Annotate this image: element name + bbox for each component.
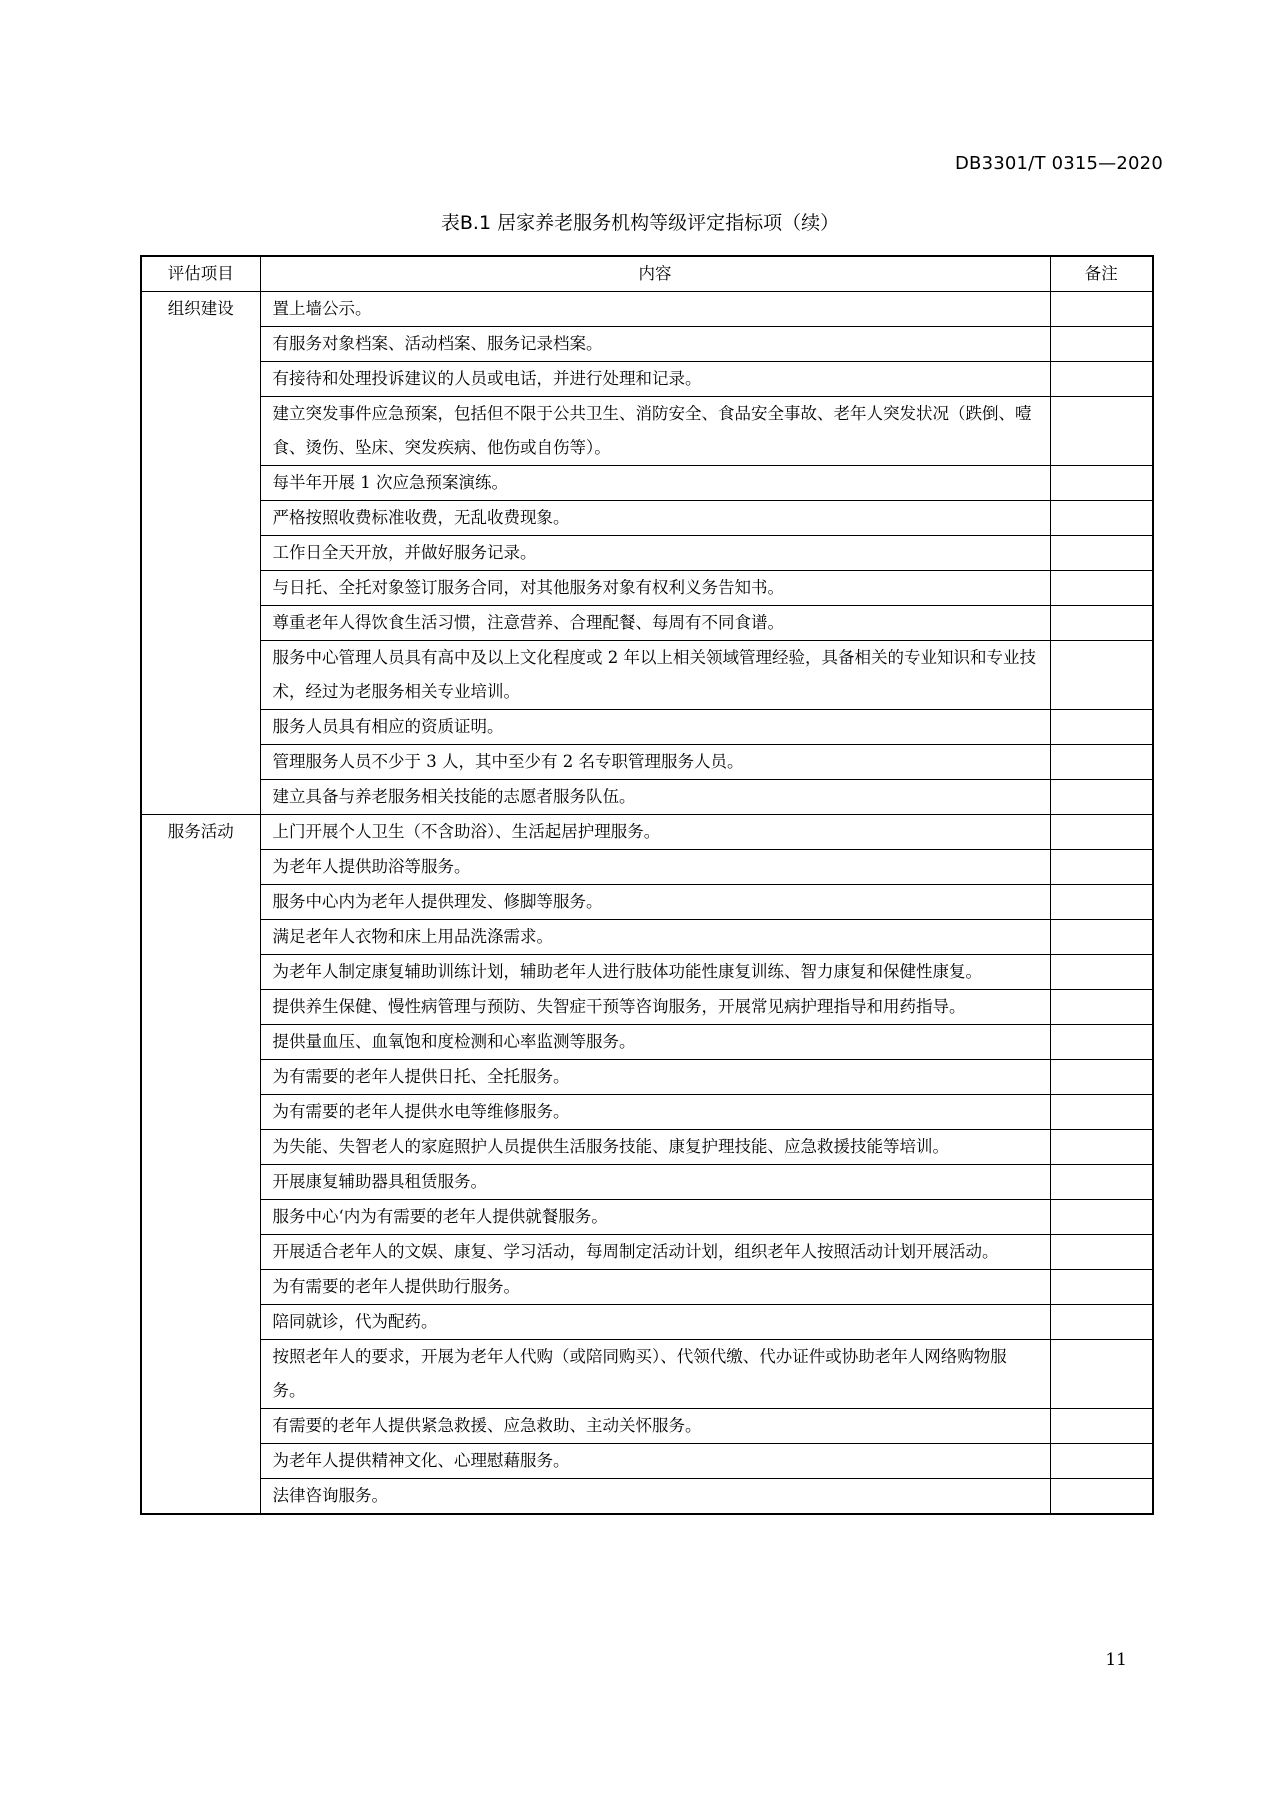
content-cell: 有服务对象档案、活动档案、服务记录档案。: [260, 327, 1050, 362]
table-row: [141, 990, 1153, 1025]
table-row: [141, 606, 1153, 641]
remark-cell: [1050, 1060, 1153, 1095]
document-code: DB3301/T 0315—2020: [954, 153, 1163, 174]
remark-cell: [1050, 1095, 1153, 1130]
content-cell: 尊重老年人得饮食生活习惯，注意营养、合理配餐、每周有不同食谱。: [260, 606, 1050, 641]
table-row: [141, 1444, 1153, 1479]
remark-cell: [1050, 745, 1153, 780]
category-cell: 组织建设: [141, 292, 260, 815]
table-row: [141, 1060, 1153, 1095]
table-row: [141, 1305, 1153, 1340]
content-cell: 开展适合老年人的文娱、康复、学习活动，每周制定活动计划，组织老年人按照活动计划开展活动。: [260, 1235, 1050, 1270]
content-cell: 提供养生保健、慢性病管理与预防、失智症干预等咨询服务，开展常见病护理指导和用药指导。: [260, 990, 1050, 1025]
remark-cell: [1050, 1479, 1153, 1515]
remark-cell: [1050, 466, 1153, 501]
content-cell: 提供量血压、血氧饱和度检测和心率监测等服务。: [260, 1025, 1050, 1060]
remark-cell: [1050, 1409, 1153, 1444]
category-cell: 服务活动: [141, 815, 260, 1515]
remark-cell: [1050, 1270, 1153, 1305]
table-row: [141, 1340, 1153, 1409]
table-row: [141, 641, 1153, 710]
table-row: [141, 501, 1153, 536]
table-row: [141, 536, 1153, 571]
remark-cell: [1050, 990, 1153, 1025]
remark-cell: [1050, 1340, 1153, 1409]
content-cell: 法律咨询服务。: [260, 1479, 1050, 1515]
table-header-row: [141, 256, 1153, 292]
table-row: [141, 780, 1153, 815]
remark-cell: [1050, 920, 1153, 955]
table-row: [141, 1409, 1153, 1444]
content-cell: 开展康复辅助器具租赁服务。: [260, 1165, 1050, 1200]
column-header-content: 内容: [260, 256, 1050, 292]
page-number: 11: [1105, 1650, 1127, 1670]
remark-cell: [1050, 362, 1153, 397]
remark-cell: [1050, 606, 1153, 641]
content-cell: 为有需要的老年人提供水电等维修服务。: [260, 1095, 1050, 1130]
table-row: [141, 1025, 1153, 1060]
content-cell: 为老年人制定康复辅助训练计划，辅助老年人进行肢体功能性康复训练、智力康复和保健性康复。: [260, 955, 1050, 990]
table-row: [141, 1130, 1153, 1165]
content-cell: 建立突发事件应急预案，包括但不限于公共卫生、消防安全、食品安全事故、老年人突发状况（跌倒、噎食、烫伤、坠床、突发疾病、他伤或自伤等）。: [260, 397, 1050, 466]
remark-cell: [1050, 1444, 1153, 1479]
content-cell: 建立具备与养老服务相关技能的志愿者服务队伍。: [260, 780, 1050, 815]
evaluation-table: [140, 255, 1154, 1515]
remark-cell: [1050, 536, 1153, 571]
remark-cell: [1050, 397, 1153, 466]
column-header-category: 评估项目: [141, 256, 260, 292]
content-cell: 服务中心ʻ内为有需要的老年人提供就餐服务。: [260, 1200, 1050, 1235]
content-cell: 为有需要的老年人提供日托、全托服务。: [260, 1060, 1050, 1095]
content-cell: 管理服务人员不少于 3 人，其中至少有 2 名专职管理服务人员。: [260, 745, 1050, 780]
table-row: [141, 1165, 1153, 1200]
table-row: [141, 292, 1153, 327]
remark-cell: [1050, 1305, 1153, 1340]
content-cell: 陪同就诊，代为配药。: [260, 1305, 1050, 1340]
table-row: [141, 885, 1153, 920]
remark-cell: [1050, 292, 1153, 327]
content-cell: 为老年人提供助浴等服务。: [260, 850, 1050, 885]
remark-cell: [1050, 571, 1153, 606]
content-cell: 为失能、失智老人的家庭照护人员提供生活服务技能、康复护理技能、应急救援技能等培训。: [260, 1130, 1050, 1165]
content-cell: 上门开展个人卫生（不含助浴）、生活起居护理服务。: [260, 815, 1050, 850]
content-cell: 有接待和处理投诉建议的人员或电话，并进行处理和记录。: [260, 362, 1050, 397]
content-cell: 按照老年人的要求，开展为老年人代购（或陪同购买）、代领代缴、代办证件或协助老年人网络购物服务。: [260, 1340, 1050, 1409]
remark-cell: [1050, 850, 1153, 885]
remark-cell: [1050, 1130, 1153, 1165]
remark-cell: [1050, 1165, 1153, 1200]
remark-cell: [1050, 1025, 1153, 1060]
remark-cell: [1050, 501, 1153, 536]
content-cell: 满足老年人衣物和床上用品洗涤需求。: [260, 920, 1050, 955]
remark-cell: [1050, 885, 1153, 920]
content-cell: 工作日全天开放，并做好服务记录。: [260, 536, 1050, 571]
remark-cell: [1050, 1235, 1153, 1270]
content-cell: 置上墙公示。: [260, 292, 1050, 327]
content-cell: 服务中心内为老年人提供理发、修脚等服务。: [260, 885, 1050, 920]
table-title: 表B.1 居家养老服务机构等级评定指标项（续）: [440, 212, 840, 234]
content-cell: 每半年开展 1 次应急预案演练。: [260, 466, 1050, 501]
content-cell: 服务人员具有相应的资质证明。: [260, 710, 1050, 745]
remark-cell: [1050, 955, 1153, 990]
content-cell: 为有需要的老年人提供助行服务。: [260, 1270, 1050, 1305]
remark-cell: [1050, 327, 1153, 362]
table-row: [141, 466, 1153, 501]
remark-cell: [1050, 710, 1153, 745]
remark-cell: [1050, 815, 1153, 850]
table-row: [141, 710, 1153, 745]
table-row: [141, 920, 1153, 955]
remark-cell: [1050, 1200, 1153, 1235]
table-row: [141, 1479, 1153, 1515]
table-row: [141, 1095, 1153, 1130]
table-row: [141, 1270, 1153, 1305]
content-cell: 严格按照收费标准收费，无乱收费现象。: [260, 501, 1050, 536]
content-cell: 有需要的老年人提供紧急救援、应急救助、主动关怀服务。: [260, 1409, 1050, 1444]
remark-cell: [1050, 641, 1153, 710]
table-body: [141, 292, 1153, 1515]
table-row: [141, 955, 1153, 990]
table-row: [141, 1235, 1153, 1270]
table-row: [141, 815, 1153, 850]
table-row: [141, 850, 1153, 885]
content-cell: 与日托、全托对象签订服务合同，对其他服务对象有权利义务告知书。: [260, 571, 1050, 606]
remark-cell: [1050, 780, 1153, 815]
table-row: [141, 745, 1153, 780]
content-cell: 为老年人提供精神文化、心理慰藉服务。: [260, 1444, 1050, 1479]
table-row: [141, 1200, 1153, 1235]
table-row: [141, 362, 1153, 397]
column-header-remark: 备注: [1050, 256, 1153, 292]
table-row: [141, 397, 1153, 466]
content-cell: 服务中心管理人员具有高中及以上文化程度或 2 年以上相关领域管理经验，具备相关的专业知识和专业技术，经过为老服务相关专业培训。: [260, 641, 1050, 710]
table-row: [141, 327, 1153, 362]
table-row: [141, 571, 1153, 606]
